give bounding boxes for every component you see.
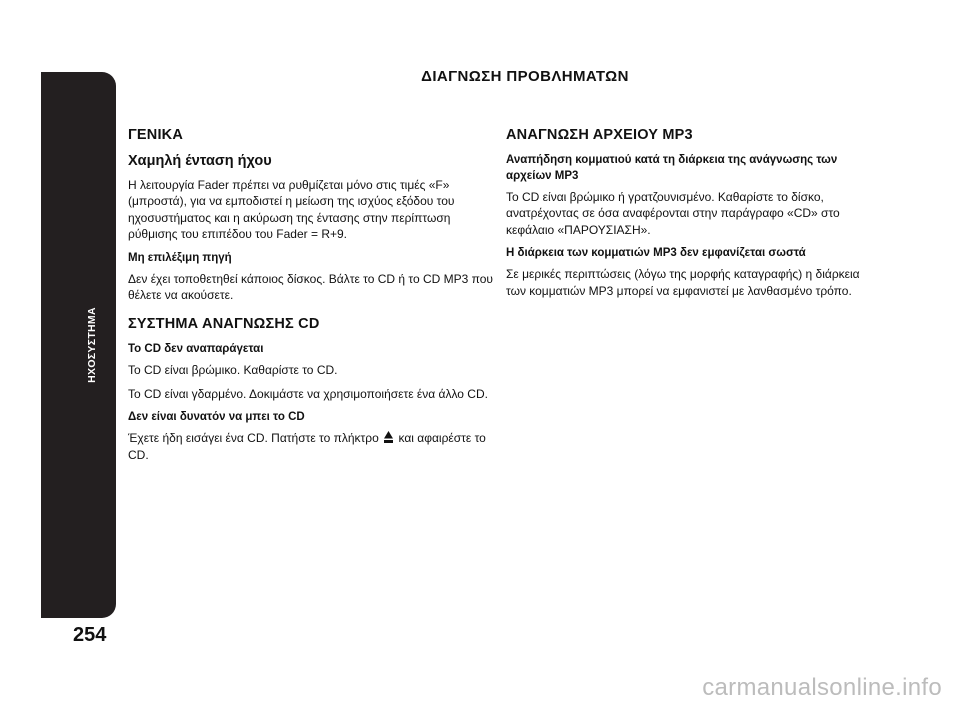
section-tab [41, 72, 116, 618]
cd-inserted-text-before: Έχετε ήδη εισάγει ένα CD. Πατήστε το πλήκτρο [128, 431, 379, 446]
cd-system-heading: ΣΥΣΤΗΜΑ ΑΝΑΓΝΩΣΗΣ CD [128, 316, 320, 333]
page-title: ΔΙΑΓΝΩΣΗ ΠΡΟΒΛΗΜΑΤΩΝ [421, 68, 629, 85]
right-column [506, 126, 874, 306]
cd-inserted-text-after: και αφαιρέστε το CD. [128, 431, 486, 462]
cd-not-playing-heading: Το CD δεν αναπαράγεται [128, 343, 264, 356]
mp3-heading: ΑΝΑΓΝΩΣΗ ΑΡΧΕΙΟΥ MP3 [506, 127, 693, 143]
watermark: carmanualsonline.info [702, 674, 942, 701]
cd-scratched-text: Το CD είναι γδαρμένο. Δοκιμάστε να χρησιμοποιήσετε ένα άλλο CD. [128, 386, 488, 401]
left-column [128, 126, 496, 470]
general-heading: ΓΕΝΙΚΑ [128, 127, 184, 143]
low-sound-text: Η λειτουργία Fader πρέπει να ρυθμίζεται μόνο στις τιμές «F» (μπροστά), για να εμποδιστεί η μείωση της ισχύος εξόδου του ηχοσυστήματος και η ακύρωση της έντασης στην περίπτωση ρύθμισης του επιπέδου του Fader = R+9. [128, 178, 455, 242]
page-number: 254 [73, 624, 107, 646]
no-source-heading: Μη επιλέξιμη πηγή [128, 251, 232, 264]
eject-icon [384, 431, 393, 443]
cd-inserted-text [128, 430, 496, 463]
low-sound-heading: Χαμηλή ένταση ήχου [128, 153, 272, 169]
mp3-interrupt-heading: Αναπήδηση κομματιού κατά τη διάρκεια της ανάγνωσης των αρχείων MP3 [506, 154, 838, 182]
section-tab-label: ΗΧΟΣΥΣΤΗΜΑ [86, 307, 98, 383]
mp3-duration-text: Σε μερικές περιπτώσεις (λόγω της μορφής καταγραφής) η διάρκεια των κομματιών MP3 μπορεί να εμφανιστεί με λανθασμένο τρόπο. [506, 267, 860, 298]
cd-cannot-insert-heading: Δεν είναι δυνατόν να μπει το CD [128, 411, 305, 424]
mp3-duration-heading: Η διάρκεια των κομματιών MP3 δεν εμφανίζεται σωστά [506, 247, 806, 260]
cd-dirty-text: Το CD είναι βρώμικο. Καθαρίστε το CD. [128, 363, 338, 378]
mp3-interrupt-text: Το CD είναι βρώμικο ή γρατζουνισμένο. Καθαρίστε το δίσκο, ανατρέχοντας σε όσα αναφέρονται στην παράγραφο «CD» στο κεφάλαιο «ΠΑΡΟΥΣΙΑΣΗ». [506, 190, 840, 237]
no-source-text: Δεν έχει τοποθετηθεί κάποιος δίσκος. Βάλτε το CD ή το CD MP3 που θέλετε να ακούσετε. [128, 271, 493, 303]
